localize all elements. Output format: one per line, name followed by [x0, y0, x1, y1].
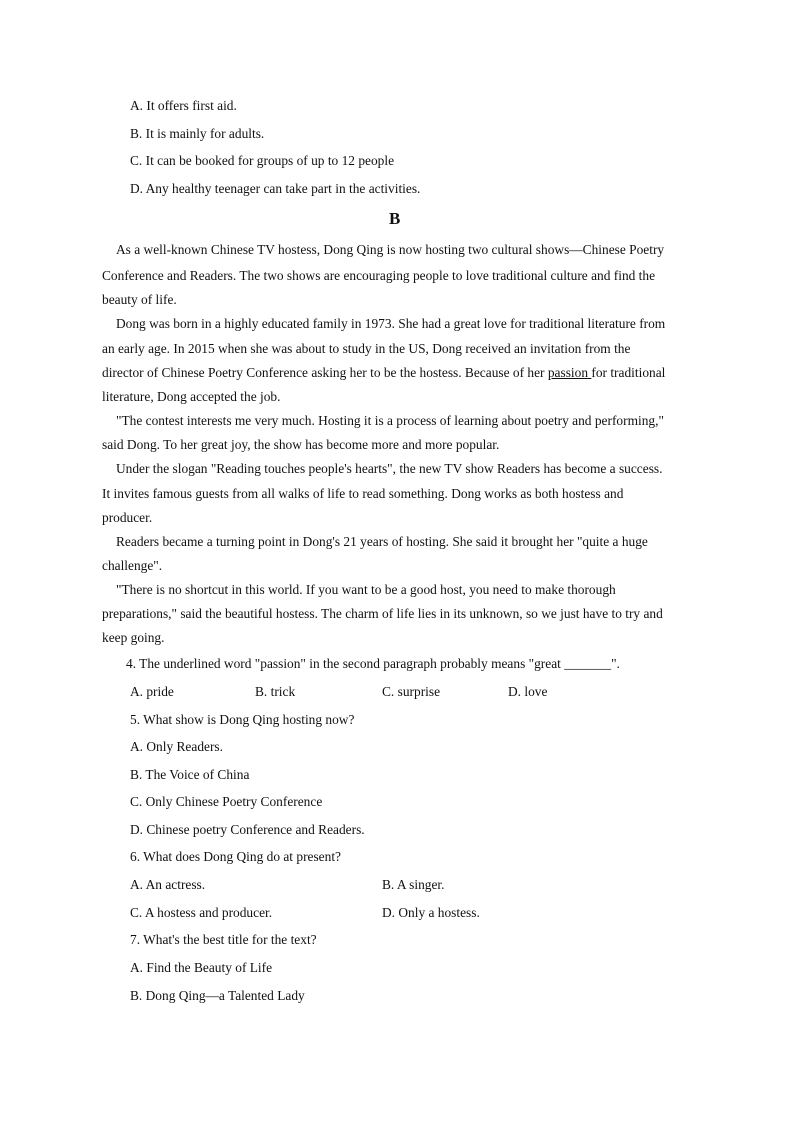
- underlined-word-passion: passion: [547, 365, 592, 380]
- passage-line: "The contest interests me very much. Hosting it is a process of learning about poetry and performing,": [116, 413, 664, 428]
- q7-option-a: A. Find the Beauty of Life: [130, 960, 273, 975]
- passage-line: literature, Dong accepted the job.: [102, 389, 281, 404]
- passage-line: [102, 365, 665, 381]
- passage-line: producer.: [102, 510, 153, 525]
- q6-option-d: D. Only a hostess.: [382, 905, 480, 920]
- passage-text: director of Chinese Poetry Conference asking her to be the hostess. Because of her: [102, 365, 548, 380]
- question-4-stem: 4. The underlined word "passion" in the second paragraph probably means "great _______".: [126, 656, 620, 671]
- q3-option-a: A. It offers first aid.: [130, 98, 237, 113]
- q4-option-d: D. love: [508, 684, 548, 699]
- passage-line: said Dong. To her great joy, the show has become more and more popular.: [102, 437, 500, 452]
- passage-text: for traditional: [591, 365, 666, 380]
- q4-option-c: C. surprise: [382, 684, 441, 699]
- q6-option-c: C. A hostess and producer.: [130, 905, 273, 920]
- section-title: B: [389, 209, 401, 228]
- question-6-stem: 6. What does Dong Qing do at present?: [130, 849, 341, 864]
- q7-option-b: B. Dong Qing—a Talented Lady: [130, 988, 305, 1003]
- q4-option-a: A. pride: [130, 684, 174, 699]
- passage-line: It invites famous guests from all walks of life to read something. Dong works as both hostess and: [102, 486, 624, 501]
- passage-line: Dong was born in a highly educated family in 1973. She had a great love for traditional literature from: [116, 316, 666, 331]
- q6-option-a: A. An actress.: [130, 877, 206, 892]
- passage-line: an early age. In 2015 when she was about to study in the US, Dong received an invitation from the: [102, 341, 631, 356]
- q3-option-d: D. Any healthy teenager can take part in the activities.: [130, 181, 421, 196]
- passage-line: Conference and Readers. The two shows are encouraging people to love traditional culture and find the: [102, 268, 656, 283]
- q5-option-c: C. Only Chinese Poetry Conference: [130, 794, 323, 809]
- passage-line: keep going.: [102, 630, 165, 645]
- q5-option-d: D. Chinese poetry Conference and Readers.: [130, 822, 365, 837]
- q5-option-a: A. Only Readers.: [130, 739, 223, 754]
- passage-line: "There is no shortcut in this world. If you want to be a good host, you need to make thorough: [116, 582, 616, 597]
- passage-line: preparations," said the beautiful hostess. The charm of life lies in its unknown, so we just have to try and: [102, 606, 663, 621]
- passage-line: Readers became a turning point in Dong's 21 years of hosting. She said it brought her "quite a huge: [116, 534, 648, 549]
- passage-line: beauty of life.: [102, 292, 177, 307]
- passage-line: Under the slogan "Reading touches people's hearts", the new TV show Readers has become a success.: [116, 461, 663, 476]
- passage-line: As a well-known Chinese TV hostess, Dong Qing is now hosting two cultural shows—Chinese Poetry: [116, 242, 665, 257]
- q6-option-b: B. A singer.: [382, 877, 445, 892]
- q3-option-b: B. It is mainly for adults.: [130, 126, 265, 141]
- q3-option-c: C. It can be booked for groups of up to 12 people: [130, 153, 395, 168]
- q4-option-b: B. trick: [255, 684, 296, 699]
- question-7-stem: 7. What's the best title for the text?: [130, 932, 317, 947]
- question-5-stem: 5. What show is Dong Qing hosting now?: [130, 712, 355, 727]
- q5-option-b: B. The Voice of China: [130, 767, 250, 782]
- passage-line: challenge".: [102, 558, 163, 573]
